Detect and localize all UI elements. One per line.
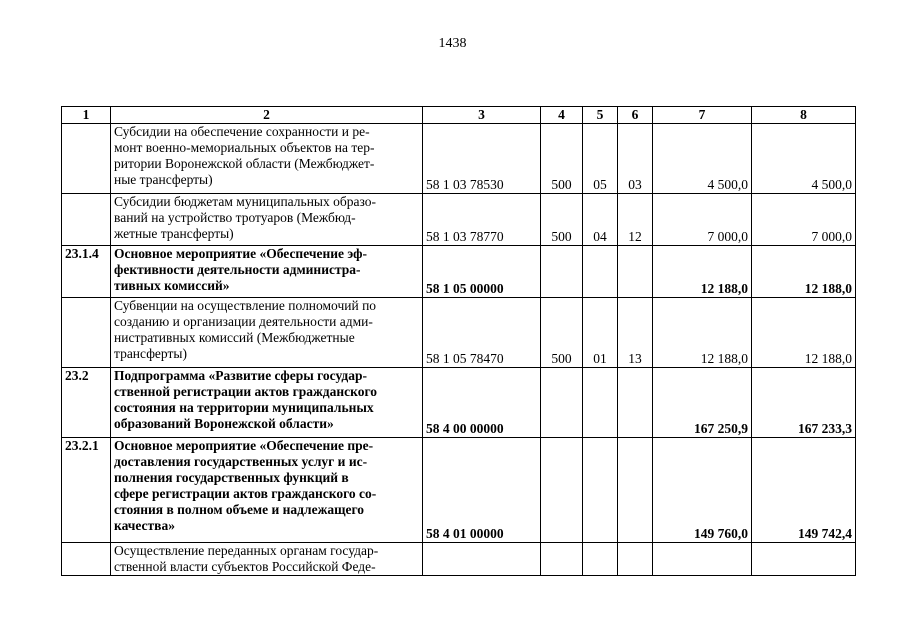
code-cell: 58 1 03 78770 — [423, 194, 541, 246]
column-5-cell: 05 — [583, 124, 618, 194]
header-cell: 1 — [62, 107, 111, 124]
column-4-cell — [541, 543, 583, 576]
page-number: 1438 — [438, 36, 467, 51]
value-7-cell: 4 500,0 — [653, 124, 752, 194]
value-8-cell: 12 188,0 — [752, 298, 856, 368]
column-4-cell — [541, 368, 583, 438]
table-body — [62, 124, 856, 576]
description-cell: Субвенции на осуществление полномочий по созданию и организации деятельности адми- нистративных комиссий (Межбюджетные трансферты) — [111, 298, 423, 368]
header-cell: 7 — [653, 107, 752, 124]
value-7-cell: 167 250,9 — [653, 368, 752, 438]
header-cell: 2 — [111, 107, 423, 124]
column-4-cell — [541, 246, 583, 298]
value-8-cell: 7 000,0 — [752, 194, 856, 246]
code-cell: 58 1 05 00000 — [423, 246, 541, 298]
table-row — [62, 246, 856, 298]
row-number-cell — [62, 124, 111, 194]
row-number-cell — [62, 194, 111, 246]
table-row — [62, 543, 856, 576]
code-cell: 58 1 05 78470 — [423, 298, 541, 368]
code-cell — [423, 543, 541, 576]
column-5-cell — [583, 438, 618, 543]
column-4-cell — [541, 438, 583, 543]
table-row — [62, 124, 856, 194]
column-5-cell: 01 — [583, 298, 618, 368]
row-number-cell — [62, 298, 111, 368]
value-8-cell: 4 500,0 — [752, 124, 856, 194]
column-5-cell: 04 — [583, 194, 618, 246]
column-6-cell: 03 — [618, 124, 653, 194]
column-6-cell — [618, 368, 653, 438]
value-7-cell — [653, 543, 752, 576]
table-row — [62, 298, 856, 368]
column-4-cell: 500 — [541, 298, 583, 368]
row-number-cell: 23.2.1 — [62, 438, 111, 543]
value-7-cell: 149 760,0 — [653, 438, 752, 543]
description-cell: Основное мероприятие «Обеспечение эф- фективности деятельности администра- тивных комиссий» — [111, 246, 423, 298]
value-8-cell — [752, 543, 856, 576]
column-5-cell — [583, 543, 618, 576]
code-cell: 58 4 01 00000 — [423, 438, 541, 543]
description-cell: Субсидии на обеспечение сохранности и ре- монт военно-мемориальных объектов на тер- ритории Воронежской области (Межбюджет- ные трансферты) — [111, 124, 423, 194]
header-cell: 6 — [618, 107, 653, 124]
budget-table — [61, 106, 856, 576]
description-cell: Осуществление переданных органам государ- ственной власти субъектов Российской Феде- — [111, 543, 423, 576]
header-cell: 3 — [423, 107, 541, 124]
row-number-cell: 23.2 — [62, 368, 111, 438]
column-6-cell — [618, 438, 653, 543]
column-5-cell — [583, 368, 618, 438]
description-cell: Субсидии бюджетам муниципальных образо- ваний на устройство тротуаров (Межбюд- жетные трансферты) — [111, 194, 423, 246]
row-number-cell: 23.1.4 — [62, 246, 111, 298]
value-8-cell: 167 233,3 — [752, 368, 856, 438]
header-cell: 5 — [583, 107, 618, 124]
column-4-cell: 500 — [541, 124, 583, 194]
description-cell: Подпрограмма «Развитие сферы государ- ственной регистрации актов гражданского состояния на территории муниципальных образований Воронежской области» — [111, 368, 423, 438]
value-8-cell: 149 742,4 — [752, 438, 856, 543]
column-6-cell — [618, 246, 653, 298]
table-row — [62, 438, 856, 543]
code-cell: 58 4 00 00000 — [423, 368, 541, 438]
table-row — [62, 368, 856, 438]
table-row — [62, 194, 856, 246]
value-8-cell: 12 188,0 — [752, 246, 856, 298]
column-4-cell: 500 — [541, 194, 583, 246]
code-cell: 58 1 03 78530 — [423, 124, 541, 194]
header-cell: 4 — [541, 107, 583, 124]
column-6-cell: 13 — [618, 298, 653, 368]
value-7-cell: 12 188,0 — [653, 246, 752, 298]
header-cell: 8 — [752, 107, 856, 124]
column-6-cell — [618, 543, 653, 576]
value-7-cell: 12 188,0 — [653, 298, 752, 368]
column-5-cell — [583, 246, 618, 298]
column-6-cell: 12 — [618, 194, 653, 246]
table-header-row — [62, 107, 856, 124]
row-number-cell — [62, 543, 111, 576]
description-cell: Основное мероприятие «Обеспечение пре- доставления государственных услуг и ис- полнения государственных функций в сфере регистрации актов гражданского со- стояния в полном объеме и надлежащего качества» — [111, 438, 423, 543]
value-7-cell: 7 000,0 — [653, 194, 752, 246]
